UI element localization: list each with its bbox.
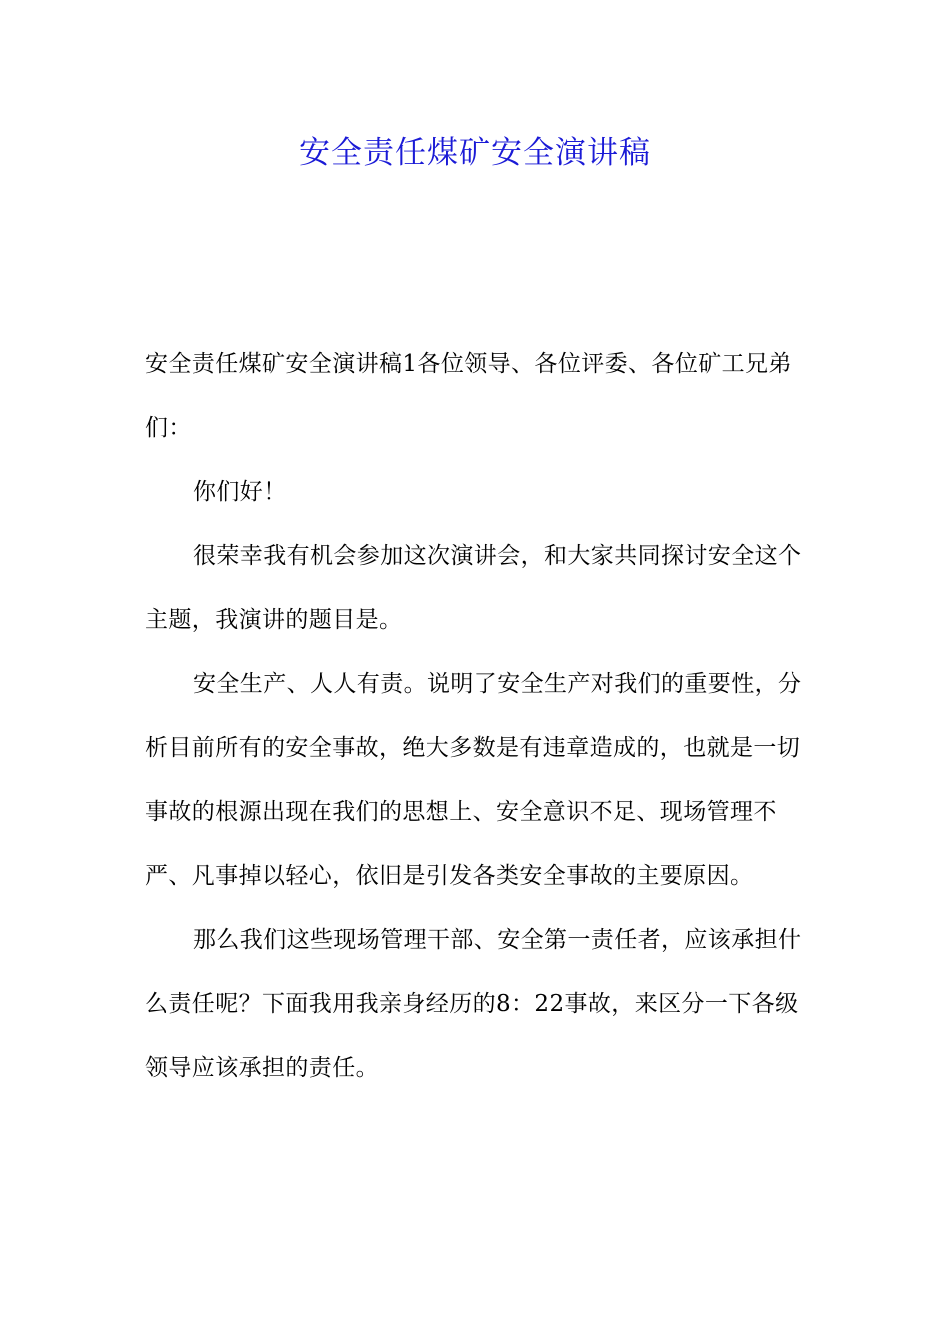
paragraph-opening: 安全责任煤矿安全演讲稿1各位领导、各位评委、各位矿工兄弟们：	[145, 351, 792, 441]
paragraph-greeting: 你们好！	[193, 479, 287, 505]
paragraph-analysis: 安全生产、人人有责。说明了安全生产对我们的重要性，分析目前所有的安全事故，绝大多数是有违章造成的，也就是一切事故的根源出现在我们的思想上、安全意识不足、现场管理不严、凡事掉以轻心，依旧是引发各类安全事故的主要原因。	[145, 671, 802, 889]
document-title: 安全责任煤矿安全演讲稿	[299, 135, 651, 171]
paragraph-question: 那么我们这些现场管理干部、安全第一责任者，应该承担什么责任呢？下面我用我亲身经历的8：22事故，来区分一下各级领导应该承担的责任。	[145, 927, 802, 1081]
document-body	[145, 332, 811, 1100]
paragraph-intro: 很荣幸我有机会参加这次演讲会，和大家共同探讨安全这个主题，我演讲的题目是。	[145, 543, 802, 633]
